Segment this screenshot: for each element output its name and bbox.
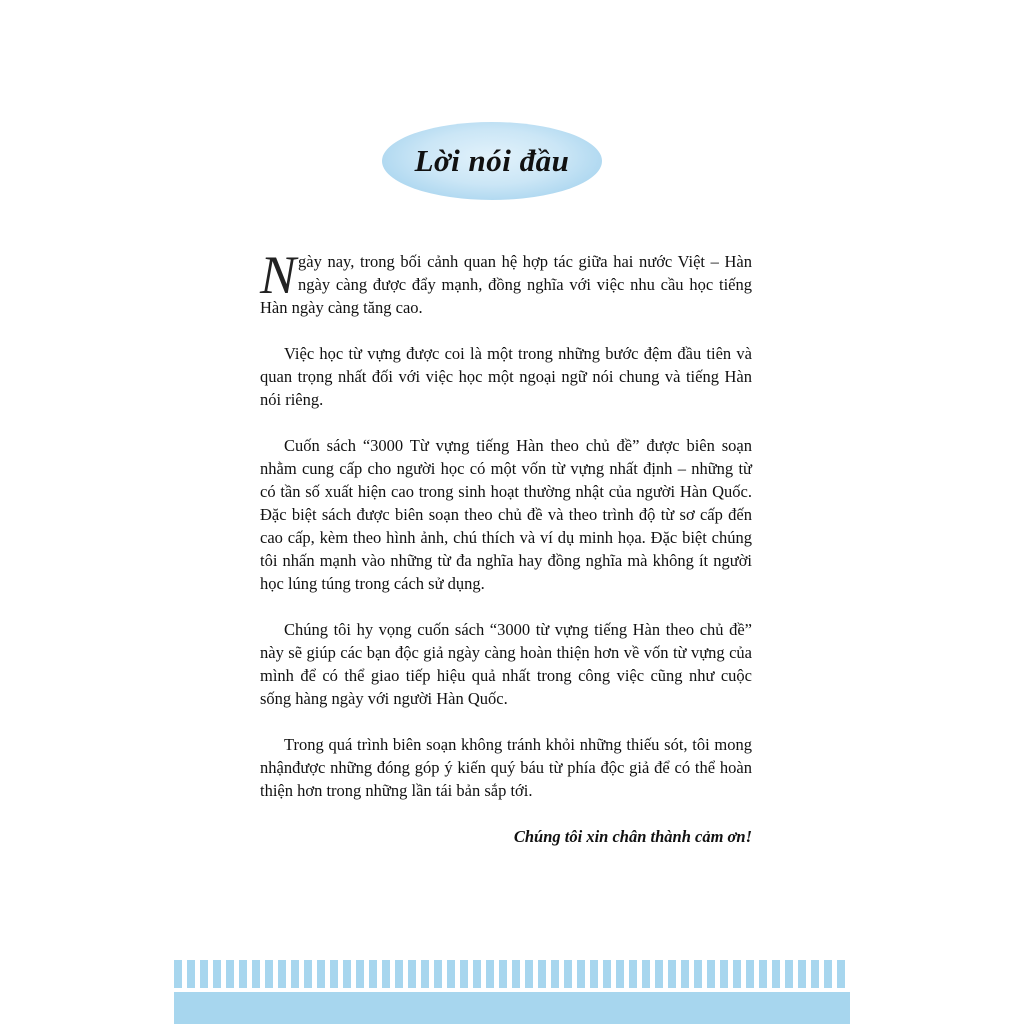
footer-decoration (174, 960, 850, 1024)
paragraph-1-text: gày nay, trong bối cảnh quan hệ hợp tác giữa hai nước Việt – Hàn ngày càng được đẩy mạnh, đồng nghĩa với việc nhu cầu học tiếng Hàn ngày càng tăng cao. (260, 252, 752, 317)
paragraph-4: Chúng tôi hy vọng cuốn sách “3000 từ vựng tiếng Hàn theo chủ đề” này sẽ giúp các bạn độc giả ngày càng hoàn thiện hơn về vốn từ vựng của mình để có thể giao tiếp hiệu quả nhất trong công việc cũng như cuộc sống hàng ngày với người Hàn Quốc. (260, 620, 752, 708)
title-banner (382, 122, 602, 200)
footer-divider (174, 988, 850, 992)
closing-line: Chúng tôi xin chân thành cảm ơn! (513, 827, 752, 846)
paragraph-1 (260, 245, 752, 319)
paragraph-2: Việc học từ vựng được coi là một trong những bước đệm đầu tiên và quan trọng nhất đối với việc học một ngoại ngữ nói chung và tiếng Hàn nói riêng. (260, 344, 752, 409)
preface-body (260, 245, 752, 848)
paragraph-3: Cuốn sách “3000 Từ vựng tiếng Hàn theo chủ đề” được biên soạn nhằm cung cấp cho người học có một vốn từ vựng nhất định – những từ có tần số xuất hiện cao trong sinh hoạt thường nhật của người Hàn Quốc. Đặc biệt sách được biên soạn theo chủ đề và theo trình độ từ sơ cấp đến cao cấp, kèm theo hình ảnh, chú thích và ví dụ minh họa. Đặc biệt chúng tôi nhấn mạnh vào những từ đa nghĩa hay đồng nghĩa mà không ít người học lúng túng trong cách sử dụng. (260, 436, 752, 593)
drop-cap: N (260, 245, 297, 305)
paragraph-5: Trong quá trình biên soạn không tránh khỏi những thiếu sót, tôi mong nhậnđược những đóng góp ý kiến quý báu từ phía độc giả để có thể hoàn thiện hơn trong những lần tái bản sắp tới. (260, 735, 752, 800)
footer-stripes (174, 960, 850, 988)
page-title: Lời nói đầu (414, 143, 570, 178)
